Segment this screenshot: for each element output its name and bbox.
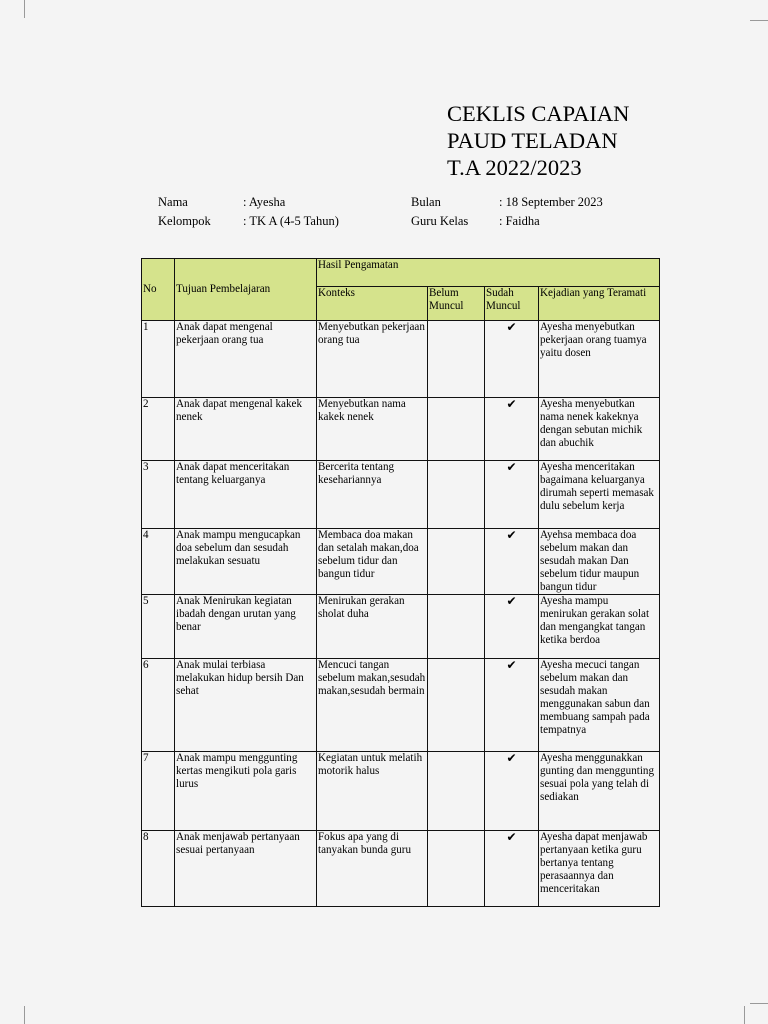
crop-mark	[24, 0, 25, 18]
row-tujuan: Anak dapat mengenal pekerjaan orang tua	[175, 321, 317, 398]
header-kejadian: Kejadian yang Teramati	[539, 287, 660, 321]
table-row	[142, 752, 660, 831]
info-labels-left	[158, 193, 211, 231]
row-no: 4	[142, 529, 175, 595]
row-no: 8	[142, 831, 175, 907]
row-sudah-muncul	[485, 321, 539, 398]
info-values-left	[243, 193, 339, 231]
row-sudah-muncul	[485, 595, 539, 659]
row-kejadian: Ayesha menggunakkan gunting dan menggunting sesuai pola yang telah di sediakan	[539, 752, 660, 831]
row-kejadian: Ayesha mampu menirukan gerakan solat dan mengangkat tangan ketika berdoa	[539, 595, 660, 659]
row-tujuan: Anak mampu mengucapkan doa sebelum dan sesudah melakukan sesuatu	[175, 529, 317, 595]
table-row	[142, 398, 660, 461]
row-kejadian: Ayesha menyebutkan pekerjaan orang tuamya yaitu dosen	[539, 321, 660, 398]
row-no: 1	[142, 321, 175, 398]
nama-label: Nama	[158, 195, 188, 209]
kelompok-value: : TK A (4-5 Tahun)	[243, 214, 339, 228]
check-mark-icon: ✔	[506, 658, 517, 672]
document-title	[447, 100, 629, 181]
row-kejadian: Ayesha dapat menjawab pertanyaan ketika guru bertanya tentang perasaannya dan menceritakan	[539, 831, 660, 907]
check-mark-icon: ✔	[506, 830, 517, 844]
header-tujuan: Tujuan Pembelajaran	[175, 259, 317, 321]
row-belum-muncul	[428, 398, 485, 461]
row-belum-muncul	[428, 321, 485, 398]
check-mark-icon: ✔	[506, 397, 517, 411]
header-hasil-pengamatan: Hasil Pengamatan	[317, 259, 660, 287]
row-konteks: Menyebutkan nama kakek nenek	[317, 398, 428, 461]
header-belum-muncul: Belum Muncul	[428, 287, 485, 321]
row-tujuan: Anak dapat menceritakan tentang keluarganya	[175, 461, 317, 529]
row-tujuan: Anak dapat mengenal kakek nenek	[175, 398, 317, 461]
row-belum-muncul	[428, 461, 485, 529]
check-mark-icon: ✔	[506, 320, 517, 334]
row-konteks: Mencuci tangan sebelum makan,sesudah makan,sesudah bermain	[317, 659, 428, 752]
row-kejadian: Ayesha menyebutkan nama nenek kakeknya dengan sebutan michik dan abuchik	[539, 398, 660, 461]
checklist-table	[141, 258, 660, 907]
row-konteks: Fokus apa yang di tanyakan bunda guru	[317, 831, 428, 907]
row-sudah-muncul	[485, 398, 539, 461]
row-konteks: Kegiatan untuk melatih motorik halus	[317, 752, 428, 831]
row-belum-muncul	[428, 752, 485, 831]
row-sudah-muncul	[485, 529, 539, 595]
row-konteks: Menirukan gerakan sholat duha	[317, 595, 428, 659]
row-konteks: Membaca doa makan dan setalah makan,doa sebelum tidur dan bangun tidur	[317, 529, 428, 595]
row-konteks: Menyebutkan pekerjaan orang tua	[317, 321, 428, 398]
bulan-label: Bulan	[411, 195, 441, 209]
crop-mark	[750, 1003, 768, 1004]
title-line-2: PAUD TELADAN	[447, 128, 618, 153]
row-no: 6	[142, 659, 175, 752]
check-mark-icon: ✔	[506, 751, 517, 765]
row-belum-muncul	[428, 659, 485, 752]
header-no: No	[142, 259, 175, 321]
row-tujuan: Anak Menirukan kegiatan ibadah dengan urutan yang benar	[175, 595, 317, 659]
crop-mark	[744, 1006, 745, 1024]
crop-mark	[750, 20, 768, 21]
table-row	[142, 831, 660, 907]
table-row	[142, 595, 660, 659]
row-no: 5	[142, 595, 175, 659]
header-sudah-muncul: Sudah Muncul	[485, 287, 539, 321]
row-tujuan: Anak menjawab pertanyaan sesuai pertanyaan	[175, 831, 317, 907]
row-no: 7	[142, 752, 175, 831]
table-row	[142, 461, 660, 529]
guru-kelas-label: Guru Kelas	[411, 214, 469, 228]
title-line-1: CEKLIS CAPAIAN	[447, 101, 630, 126]
row-kejadian: Ayesha menceritakan bagaimana keluarganya dirumah seperti memasak dulu sebelum kerja	[539, 461, 660, 529]
row-kejadian: Ayehsa membaca doa sebelum makan dan sesudah makan Dan sebelum tidur maupun bangun tidur	[539, 529, 660, 595]
row-belum-muncul	[428, 831, 485, 907]
table-row	[142, 321, 660, 398]
kelompok-label: Kelompok	[158, 214, 211, 228]
row-sudah-muncul	[485, 831, 539, 907]
row-belum-muncul	[428, 529, 485, 595]
row-konteks: Bercerita tentang kesehariannya	[317, 461, 428, 529]
nama-value: : Ayesha	[243, 195, 286, 209]
row-tujuan: Anak mulai terbiasa melakukan hidup bersih Dan sehat	[175, 659, 317, 752]
info-values-right	[499, 193, 603, 231]
guru-kelas-value: : Faidha	[499, 214, 540, 228]
title-line-3: T.A 2022/2023	[447, 155, 582, 180]
check-mark-icon: ✔	[506, 528, 517, 542]
row-belum-muncul	[428, 595, 485, 659]
row-sudah-muncul	[485, 752, 539, 831]
row-kejadian: Ayesha mecuci tangan sebelum makan dan sesudah makan menggunakan sabun dan membuang sampah pada tempatnya	[539, 659, 660, 752]
row-sudah-muncul	[485, 461, 539, 529]
check-mark-icon: ✔	[506, 460, 517, 474]
row-sudah-muncul	[485, 659, 539, 752]
table-row	[142, 529, 660, 595]
crop-mark	[24, 1006, 25, 1024]
row-tujuan: Anak mampu menggunting kertas mengikuti pola garis lurus	[175, 752, 317, 831]
row-no: 2	[142, 398, 175, 461]
info-labels-right	[411, 193, 468, 231]
table-row	[142, 659, 660, 752]
bulan-value: : 18 September 2023	[499, 195, 603, 209]
row-no: 3	[142, 461, 175, 529]
header-konteks: Konteks	[317, 287, 428, 321]
check-mark-icon: ✔	[506, 594, 517, 608]
